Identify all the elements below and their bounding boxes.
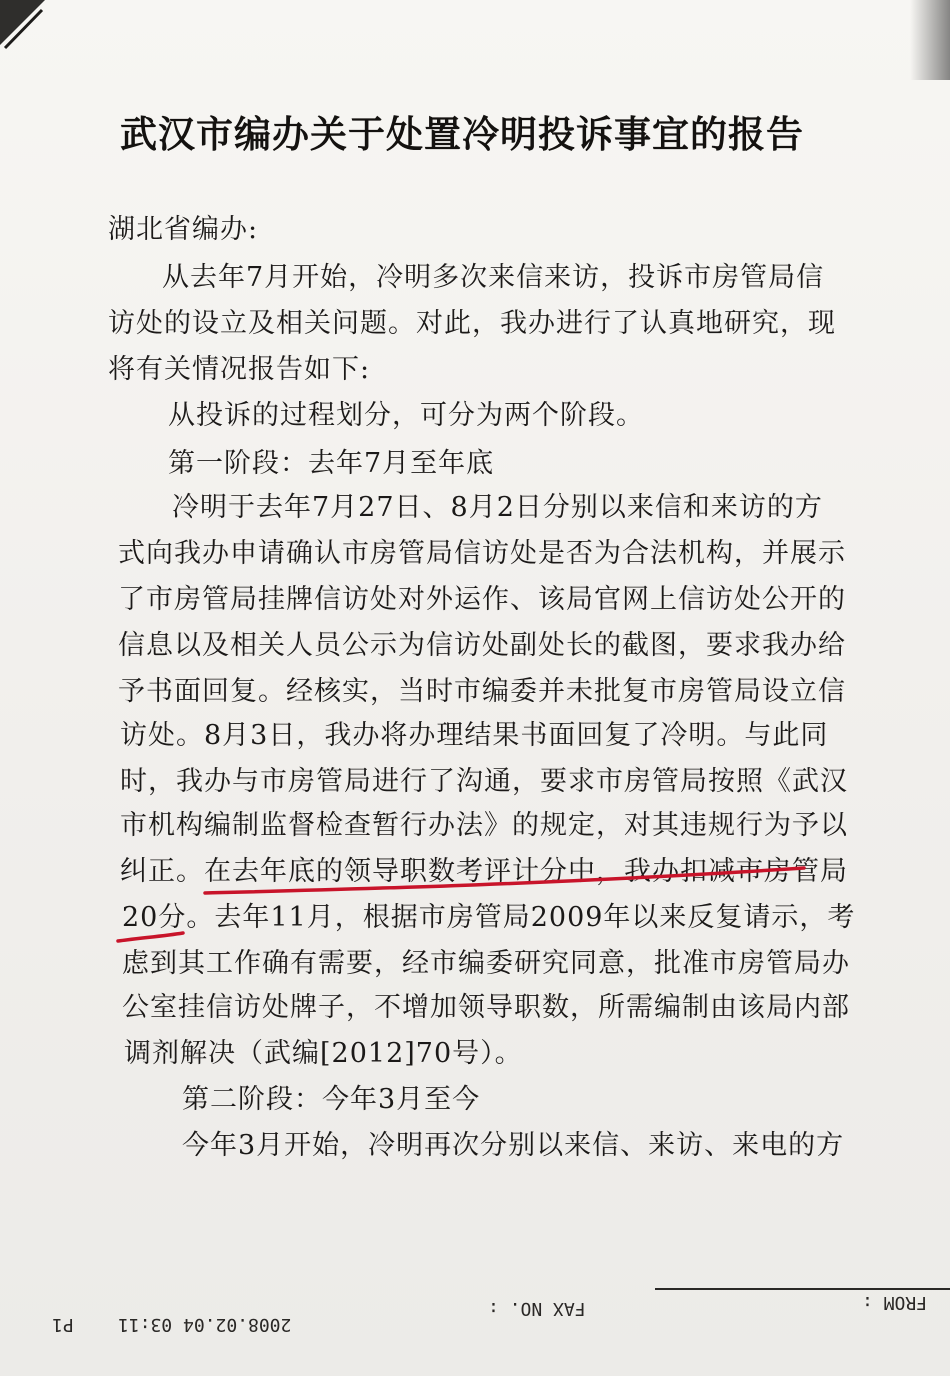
report-title: 武汉市编办关于处置冷明投诉事宜的报告 — [120, 113, 804, 156]
body-line: 调剂解决（武编[2012]70号）。 — [124, 1038, 523, 1069]
section-heading: 第二阶段：今年3月至今 — [182, 1084, 481, 1115]
body-line: 从投诉的过程划分，可分为两个阶段。 — [168, 400, 644, 431]
body-line: 时，我办与市房管局进行了沟通，要求市房管局按照《武汉 — [120, 766, 848, 797]
body-line: 虑到其工作确有需要，经市编委研究同意，批准市房管局办 — [122, 948, 850, 979]
fax-from-label: FROM : — [862, 1292, 928, 1313]
body-line: 市机构编制监督检查暂行办法》的规定，对其违规行为予以 — [120, 810, 848, 841]
body-line — [122, 900, 855, 936]
body-line: 式向我办申请确认市房管局信访处是否为合法机构，并展示 — [118, 538, 846, 569]
fax-header-rule — [655, 1288, 950, 1290]
fax-datetime: 2008.02.04 03:11 — [118, 1314, 292, 1335]
line-rest: 。去年11月，根据市房管局2009年以来反复请示，考 — [186, 902, 856, 933]
fax-number-label: FAX NO. : — [488, 1298, 586, 1319]
body-line: 从去年7月开始，冷明多次来信来访，投诉市房管局信 — [162, 262, 825, 293]
body-line — [120, 854, 848, 890]
line-prefix: 纠正。 — [120, 856, 204, 887]
section-heading: 第一阶段：去年7月至年底 — [168, 448, 495, 479]
body-line: 今年3月开始，冷明再次分别以来信、来访、来电的方 — [182, 1130, 845, 1161]
body-line: 了市房管局挂牌信访处对外运作、该局官网上信访处公开的 — [118, 584, 846, 615]
body-line: 冷明于去年7月27日、8月2日分别以来信和来访的方 — [172, 492, 823, 523]
body-line: 访处的设立及相关问题。对此，我办进行了认真地研究，现 — [108, 308, 836, 339]
body-line: 予书面回复。经核实，当时市编委并未批复市房管局设立信 — [118, 676, 846, 707]
body-line: 公室挂信访处牌子，不增加领导职数，所需编制由该局内部 — [122, 992, 850, 1023]
salutation: 湖北省编办: — [108, 214, 259, 245]
highlighted-text: 20分 — [122, 902, 187, 933]
corner-fold-mark — [0, 0, 70, 70]
fax-page-number: P1 — [52, 1314, 74, 1335]
body-line: 访处。8月3日，我办将办理结果书面回复了冷明。与此同 — [120, 720, 829, 751]
fax-header — [0, 1292, 950, 1352]
edge-shadow — [910, 0, 950, 80]
highlighted-text: 在去年底的领导职数考评计分中，我办扣减市房管局 — [204, 856, 848, 887]
body-line: 将有关情况报告如下: — [108, 354, 371, 385]
body-line: 信息以及相关人员公示为信访处副处长的截图，要求我办给 — [118, 630, 846, 661]
